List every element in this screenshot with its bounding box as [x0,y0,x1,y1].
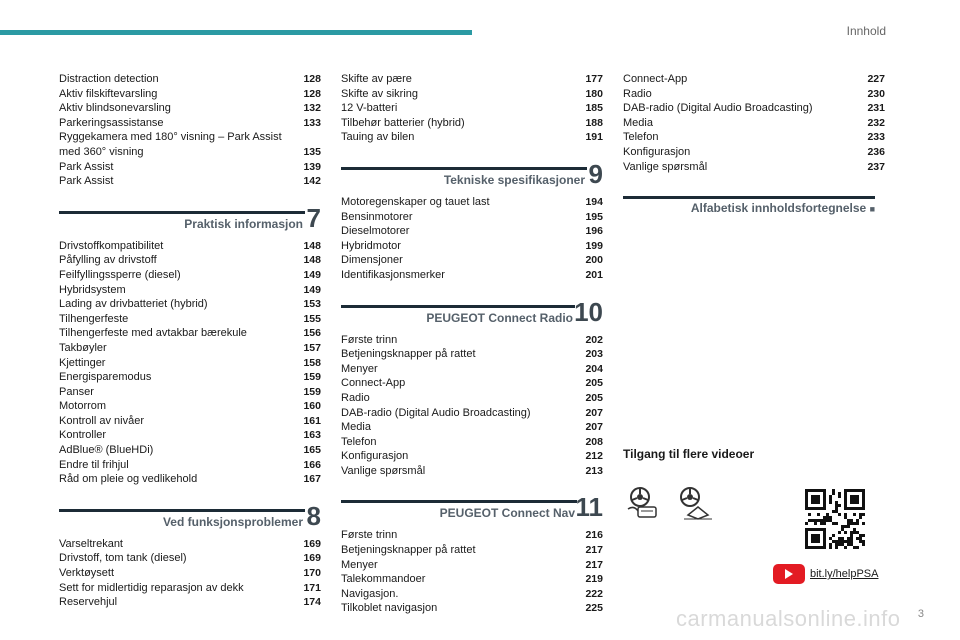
toc-entry[interactable] [341,406,603,421]
toc-entry-title: Park Assist [59,175,114,188]
section-title: PEUGEOT Connect Nav [439,506,575,521]
entry-list [59,537,321,610]
entry-list [341,333,603,479]
entry-list [59,239,321,487]
toc-entry[interactable] [59,370,321,385]
toc-entry-page: 153 [303,298,321,311]
section-header-10 [341,296,603,329]
toc-entry-title: Reservehjul [59,596,118,609]
section-rule [341,305,575,308]
toc-entry-title: Dieselmotorer [341,225,410,238]
toc-entry[interactable] [59,101,321,116]
videos-title: Tilgang til flere videoer [623,447,755,461]
toc-entry-page: 169 [303,537,321,550]
toc-entry-page: 149 [303,283,321,296]
toc-entry[interactable] [341,130,603,145]
toc-entry-page: 208 [585,435,603,448]
toc-entry[interactable] [59,174,321,189]
toc-entry-title: Betjeningsknapper på rattet [341,544,476,557]
toc-entry-page: 161 [303,414,321,427]
toc-entry[interactable] [341,435,603,450]
toc-entry-page: 195 [585,210,603,223]
toc-entry-page: 204 [585,362,603,375]
toc-entry[interactable] [341,528,603,543]
entry-list [341,72,603,145]
toc-entry-page: 148 [303,254,321,267]
section-number: 10 [574,296,603,327]
toc-entry-title: Verktøysett [59,567,115,580]
toc-entry-title: Motorrom [59,400,107,413]
toc-entry-page: 217 [585,544,603,557]
toc-column-3 [623,72,885,220]
alpha-title-text: Alfabetisk innholdsfortegnelse [690,201,867,216]
toc-entry-title: Parkeringsassistanse [59,116,164,129]
square-marker-icon: ■ [869,204,875,215]
section-rule [341,167,587,170]
wheel-hand-icon[interactable] [676,485,716,521]
toc-entry[interactable] [59,472,321,487]
toc-entry-page: 231 [867,102,885,115]
toc-entry-page: 160 [303,400,321,413]
toc-entry[interactable] [341,253,603,268]
toc-entry[interactable] [623,130,885,145]
toc-entry-title: Drivstoffkompatibilitet [59,239,164,252]
toc-entry-title: Media [341,421,371,434]
toc-entry[interactable] [341,420,603,435]
toc-entry-title: Takbøyler [59,341,107,354]
toc-entry[interactable] [59,116,321,131]
toc-entry-title: AdBlue® (BlueHDi) [59,444,154,457]
section-number: 7 [306,202,321,233]
toc-entry-page: 133 [303,116,321,129]
toc-entry[interactable] [341,587,603,602]
toc-entry-page: 128 [303,87,321,100]
toc-entry-page: 199 [585,239,603,252]
toc-entry-page: 237 [867,160,885,173]
toc-entry-title: 12 V-batteri [341,102,398,115]
toc-entry[interactable] [59,239,321,254]
toc-entry[interactable] [59,356,321,371]
toc-entry[interactable] [59,341,321,356]
toc-entry-title: Påfylling av drivstoff [59,254,157,267]
toc-entry-page: 174 [303,596,321,609]
video-link-row[interactable] [773,564,878,584]
toc-entry-page: 128 [303,73,321,85]
toc-entry-title: Talekommandoer [341,573,426,586]
section-rule [59,211,305,214]
toc-entry-title: Telefon [623,131,659,144]
toc-entry-title: Navigasjon. [341,587,399,600]
toc-entry-title: Radio [623,87,652,100]
toc-entry[interactable] [341,87,603,102]
toc-entry[interactable] [59,414,321,429]
toc-entry-title: Motoregenskaper og tauet last [341,195,490,208]
toc-entry[interactable] [59,130,321,145]
toc-entry-title: Connect-App [341,377,406,390]
toc-entry-page: 230 [867,87,885,100]
toc-entry[interactable] [59,297,321,312]
section-rule [59,509,305,512]
section-header-7 [59,202,321,235]
toc-entry-page: 191 [585,131,603,144]
toc-entry-title: Konfigurasjon [623,145,691,158]
toc-entry-page: 227 [867,73,885,85]
section-rule [341,500,577,503]
toc-entry-title: Varseltrekant [59,537,123,550]
toc-entry-title: Vanlige spørsmål [623,160,708,173]
toc-entry-page: 200 [585,254,603,267]
toc-entry-page: 207 [585,421,603,434]
toc-column-1 [59,72,321,610]
toc-entry[interactable] [59,326,321,341]
toc-entry-page: 212 [585,450,603,463]
wheel-manual-icon[interactable] [624,485,660,521]
toc-entry[interactable] [341,210,603,225]
toc-entry-title: Distraction detection [59,73,159,85]
toc-entry-page: 213 [585,464,603,477]
toc-entry[interactable] [59,566,321,581]
toc-entry-title: Sett for midlertidig reparasjon av dekk [59,581,244,594]
toc-entry[interactable] [341,333,603,348]
toc-entry-page: 194 [585,195,603,208]
toc-entry[interactable] [59,581,321,596]
header-title: Innhold [846,24,886,38]
toc-entry[interactable] [59,268,321,283]
section-title: Praktisk informasjon [184,216,303,231]
toc-entry-title: Første trinn [341,333,398,346]
toc-entry-page: 163 [303,429,321,442]
toc-entry-title: Menyer [341,558,378,571]
section-title: PEUGEOT Connect Radio [426,310,573,325]
qr-code-icon[interactable] [805,489,865,549]
toc-entry[interactable] [59,537,321,552]
toc-entry-title: Menyer [341,362,378,375]
toc-entry-page: 159 [303,371,321,384]
toc-column-2 [341,72,603,616]
toc-entry[interactable] [623,87,885,102]
toc-entry-title: Radio [341,391,370,404]
toc-entry-title: Kjettinger [59,356,106,369]
entry-list [59,72,321,189]
toc-entry-page: 202 [585,333,603,346]
entry-list [341,195,603,283]
toc-entry-title: Første trinn [341,529,398,542]
section-number: 9 [588,158,603,189]
toc-entry-page: 156 [303,327,321,340]
toc-entry[interactable] [341,195,603,210]
toc-entry-title: Media [623,116,653,129]
toc-entry[interactable] [341,376,603,391]
toc-entry[interactable] [59,551,321,566]
toc-entry[interactable] [59,399,321,414]
toc-entry-title: Betjeningsknapper på rattet [341,348,476,361]
video-link[interactable]: bit.ly/helpPSA [810,568,879,580]
toc-entry-title: Park Assist [59,160,114,173]
toc-entry-title: Råd om pleie og vedlikehold [59,473,198,486]
toc-entry-title: Dimensjoner [341,254,403,267]
toc-entry[interactable] [341,268,603,283]
toc-entry[interactable] [341,347,603,362]
toc-entry-title: Hybridmotor [341,239,401,252]
toc-entry-title: Kontroller [59,429,107,442]
toc-entry-title: Aktiv filskiftevarsling [59,87,158,100]
toc-entry-page: 236 [867,145,885,158]
toc-entry[interactable] [59,283,321,298]
toc-entry-page: 159 [303,385,321,398]
toc-entry-title: DAB-radio (Digital Audio Broadcasting) [341,406,531,419]
toc-entry-page: 185 [585,102,603,115]
toc-entry-title: Panser [59,385,94,398]
toc-entry-page: 177 [585,73,603,85]
toc-entry-title: med 360° visning [59,145,144,158]
toc-entry-title: Energisparemodus [59,371,152,384]
watermark: carmanualsonline.info [676,606,901,631]
toc-entry-page: 169 [303,552,321,565]
toc-entry-page: 149 [303,268,321,281]
toc-entry-title: Ryggekamera med 180° visning – Park Assist [59,131,282,144]
toc-entry-title: Skifte av pære [341,73,412,85]
toc-entry-title: Tilbehør batterier (hybrid) [341,116,465,129]
toc-entry-page: 155 [303,312,321,325]
toc-entry-page: 216 [585,529,603,542]
toc-entry[interactable] [341,601,603,616]
toc-entry[interactable] [623,145,885,160]
toc-entry-page: 188 [585,116,603,129]
toc-entry-page: 139 [303,160,321,173]
toc-entry-title: Konfigurasjon [341,450,409,463]
toc-entry-page: 203 [585,348,603,361]
entry-list [623,72,885,174]
toc-entry-title: Tilkoblet navigasjon [341,602,438,615]
page-number: 3 [917,608,924,620]
toc-entry-title: Endre til frihjul [59,458,129,471]
accent-bar [0,30,472,35]
toc-entry-title: Bensinmotorer [341,210,413,223]
toc-entry[interactable] [341,116,603,131]
toc-entry-page: 232 [867,116,885,129]
toc-entry-title: Aktiv blindsonevarsling [59,102,171,115]
alphabetical-index-header[interactable] [623,190,885,220]
toc-entry[interactable] [59,595,321,610]
section-title: Tekniske spesifikasjoner [443,172,585,187]
toc-entry-title: DAB-radio (Digital Audio Broadcasting) [623,102,813,115]
toc-entry[interactable] [59,87,321,102]
toc-entry-title: Tilhengerfeste [59,312,129,325]
toc-entry-page: 158 [303,356,321,369]
section-header-11 [341,494,603,524]
toc-entry[interactable] [341,101,603,116]
section-title: Ved funksjonsproblemer [162,514,303,529]
toc-entry-page: 170 [303,567,321,580]
toc-entry-title: Tauing av bilen [341,131,415,144]
toc-entry[interactable] [341,572,603,587]
toc-entry[interactable] [59,312,321,327]
toc-entry[interactable] [341,558,603,573]
section-number: 11 [575,492,603,523]
section-header-9 [341,158,603,191]
toc-entry[interactable] [59,385,321,400]
toc-entry-page: 135 [303,145,321,158]
toc-entry[interactable] [59,253,321,268]
toc-entry-title: Telefon [341,435,377,448]
toc-entry-page: 167 [303,473,321,486]
toc-entry[interactable] [341,224,603,239]
toc-entry-page: 205 [585,377,603,390]
toc-entry-title: Drivstoff, tom tank (diesel) [59,552,187,565]
toc-entry[interactable] [341,239,603,254]
toc-entry-page: 157 [303,341,321,354]
toc-entry-page: 222 [585,587,603,600]
toc-entry-title: Vanlige spørsmål [341,464,426,477]
toc-entry[interactable] [341,72,603,87]
toc-entry-page: 196 [585,225,603,238]
toc-entry[interactable] [59,160,321,175]
entry-list [341,528,603,616]
youtube-icon[interactable] [773,564,805,584]
toc-entry-title: Skifte av sikring [341,87,419,100]
toc-entry-title: Feilfyllingssperre (diesel) [59,268,181,281]
toc-entry-page: 165 [303,444,321,457]
toc-entry-page: 171 [303,581,321,594]
toc-entry[interactable] [59,72,321,87]
toc-entry[interactable] [341,464,603,479]
toc-entry-title: Connect-App [623,73,688,85]
toc-entry[interactable] [623,101,885,116]
toc-entry-title: Tilhengerfeste med avtakbar bærekule [59,327,247,340]
toc-entry-page: 219 [585,573,603,586]
toc-entry-page: 142 [303,175,321,188]
toc-entry-page: 166 [303,458,321,471]
toc-entry[interactable] [623,72,885,87]
section-title [691,201,875,215]
toc-entry[interactable] [623,160,885,175]
toc-entry-title: Lading av drivbatteriet (hybrid) [59,298,208,311]
toc-entry-page: 148 [303,239,321,252]
toc-entry[interactable] [341,391,603,406]
toc-entry[interactable] [341,362,603,377]
toc-entry[interactable] [623,116,885,131]
toc-entry-page: 132 [303,102,321,115]
section-rule [623,196,875,199]
toc-entry-title: Hybridsystem [59,283,126,296]
toc-entry-page: 225 [585,602,603,615]
toc-entry-page: 205 [585,391,603,404]
toc-entry-page: 180 [585,87,603,100]
toc-entry-title: Identifikasjonsmerker [341,268,445,281]
toc-entry[interactable] [59,458,321,473]
toc-entry[interactable] [341,543,603,558]
toc-entry-page: 217 [585,558,603,571]
toc-entry-page: 207 [585,406,603,419]
toc-entry[interactable] [341,449,603,464]
section-number: 8 [306,500,321,531]
toc-entry-page: 233 [867,131,885,144]
toc-entry[interactable] [59,145,321,160]
section-header-8 [59,500,321,533]
toc-entry[interactable] [59,443,321,458]
toc-entry-page: 201 [585,268,603,281]
toc-entry-title: Kontroll av nivåer [59,414,144,427]
toc-entry[interactable] [59,428,321,443]
